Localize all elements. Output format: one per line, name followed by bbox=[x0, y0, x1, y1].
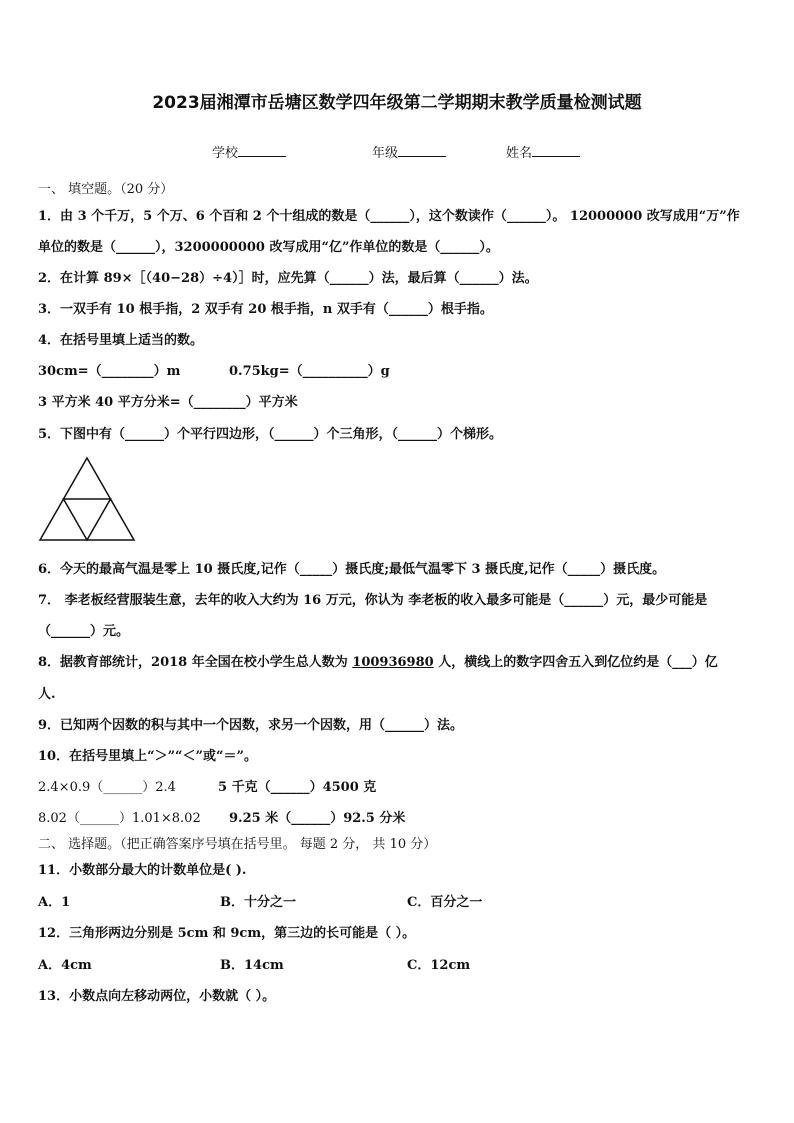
name-field bbox=[506, 142, 580, 161]
question-4-item-a1: 30cm=（________）m bbox=[38, 364, 181, 379]
grade-blank[interactable] bbox=[398, 143, 446, 157]
question-8-suffix: 人，横线上的数字四舍五入到亿位约是（___）亿 bbox=[433, 655, 718, 670]
question-5: 5．下图中有（______）个平行四边形，（______）个三角形，（______）个梯形。 bbox=[38, 427, 503, 442]
question-8-number: 100936980 bbox=[352, 655, 434, 670]
question-13: 13．小数点向左移动两位，小数就（ ）。 bbox=[38, 989, 276, 1004]
question-10-item-b2: 9.25 米（______）92.5 分米 bbox=[229, 811, 406, 826]
question-11-option-a: A．1 bbox=[38, 895, 71, 910]
question-8-line-2: 人. bbox=[38, 687, 56, 702]
triangle-figure bbox=[38, 456, 136, 542]
grade-field bbox=[372, 142, 446, 161]
question-7-line-2: （______）元。 bbox=[38, 624, 130, 639]
question-7-line-1: 7． 李老板经营服装生意，去年的收入大约为 16 万元，你认为 李老板的收入最多可能是（______）元，最少可能是 bbox=[38, 593, 708, 608]
school-label: 学校 bbox=[212, 146, 239, 161]
question-10: 10．在括号里填上“＞”“＜”或“＝”。 bbox=[38, 749, 257, 764]
inner-triangle bbox=[64, 499, 111, 540]
question-4-item-b: 3 平方米 40 平方分米=（________）平方米 bbox=[38, 395, 298, 410]
question-10-item-a2: 5 千克（______）4500 克 bbox=[218, 780, 377, 795]
question-11-option-c: C．百分之一 bbox=[407, 895, 483, 910]
question-12-option-c: C．12cm bbox=[407, 958, 471, 973]
grade-label: 年级 bbox=[372, 146, 399, 161]
page-title: 2023届湘潭市岳塘区数学四年级第二学期期末教学质量检测试题 bbox=[152, 93, 642, 113]
question-12-option-b: B．14cm bbox=[220, 958, 284, 973]
question-8-prefix: 8．据教育部统计，2018 年全国在校小学生总人数为 bbox=[38, 655, 353, 670]
question-12-option-a: A．4cm bbox=[38, 958, 92, 973]
question-11: 11．小数部分最大的计数单位是( ). bbox=[38, 863, 247, 878]
question-4-item-a2: 0.75kg=（__________）g bbox=[229, 364, 390, 379]
question-3: 3．一双手有 10 根手指，2 双手有 20 根手指，n 双手有（______）根手指。 bbox=[38, 302, 493, 317]
school-blank[interactable] bbox=[238, 143, 286, 157]
question-10-item-a1: 2.4×0.9（______）2.4 bbox=[38, 780, 176, 795]
question-6: 6．今天的最高气温是零上 10 摄氏度,记作（_____）摄氏度;最低气温零下 3 摄氏度,记作（_____）摄氏度。 bbox=[38, 562, 666, 577]
question-1-line-2: 单位的数是（______），3200000000 改写成用“亿”作单位的数是（______）。 bbox=[38, 240, 499, 255]
section-fill-in-heading: 一、 填空题。（20 分） bbox=[38, 182, 174, 197]
question-4: 4．在括号里填上适当的数。 bbox=[38, 333, 204, 348]
school-field bbox=[212, 142, 286, 161]
question-2: 2．在计算 89×［（40−28）÷4）］时，应先算（______）法，最后算（______）法。 bbox=[38, 271, 538, 286]
name-label: 姓名 bbox=[506, 146, 533, 161]
question-10-item-b1: 8.02（______）1.01×8.02 bbox=[38, 811, 201, 826]
question-9: 9．已知两个因数的积与其中一个因数，求另一个因数，用（______）法。 bbox=[38, 718, 464, 733]
question-11-option-b: B．十分之一 bbox=[220, 895, 296, 910]
section-choice-heading: 二、 选择题。（把正确答案序号填在括号里。 每题 2 分， 共 10 分） bbox=[38, 837, 437, 852]
question-8-line-1 bbox=[38, 654, 718, 672]
question-12: 12．三角形两边分别是 5cm 和 9cm，第三边的长可能是（ ）。 bbox=[38, 926, 416, 941]
name-blank[interactable] bbox=[532, 143, 580, 157]
question-1-line-1: 1．由 3 个千万，5 个万、6 个百和 2 个十组成的数是（______），这个数读作（______）。 12000000 改写成用“万”作 bbox=[38, 209, 740, 224]
